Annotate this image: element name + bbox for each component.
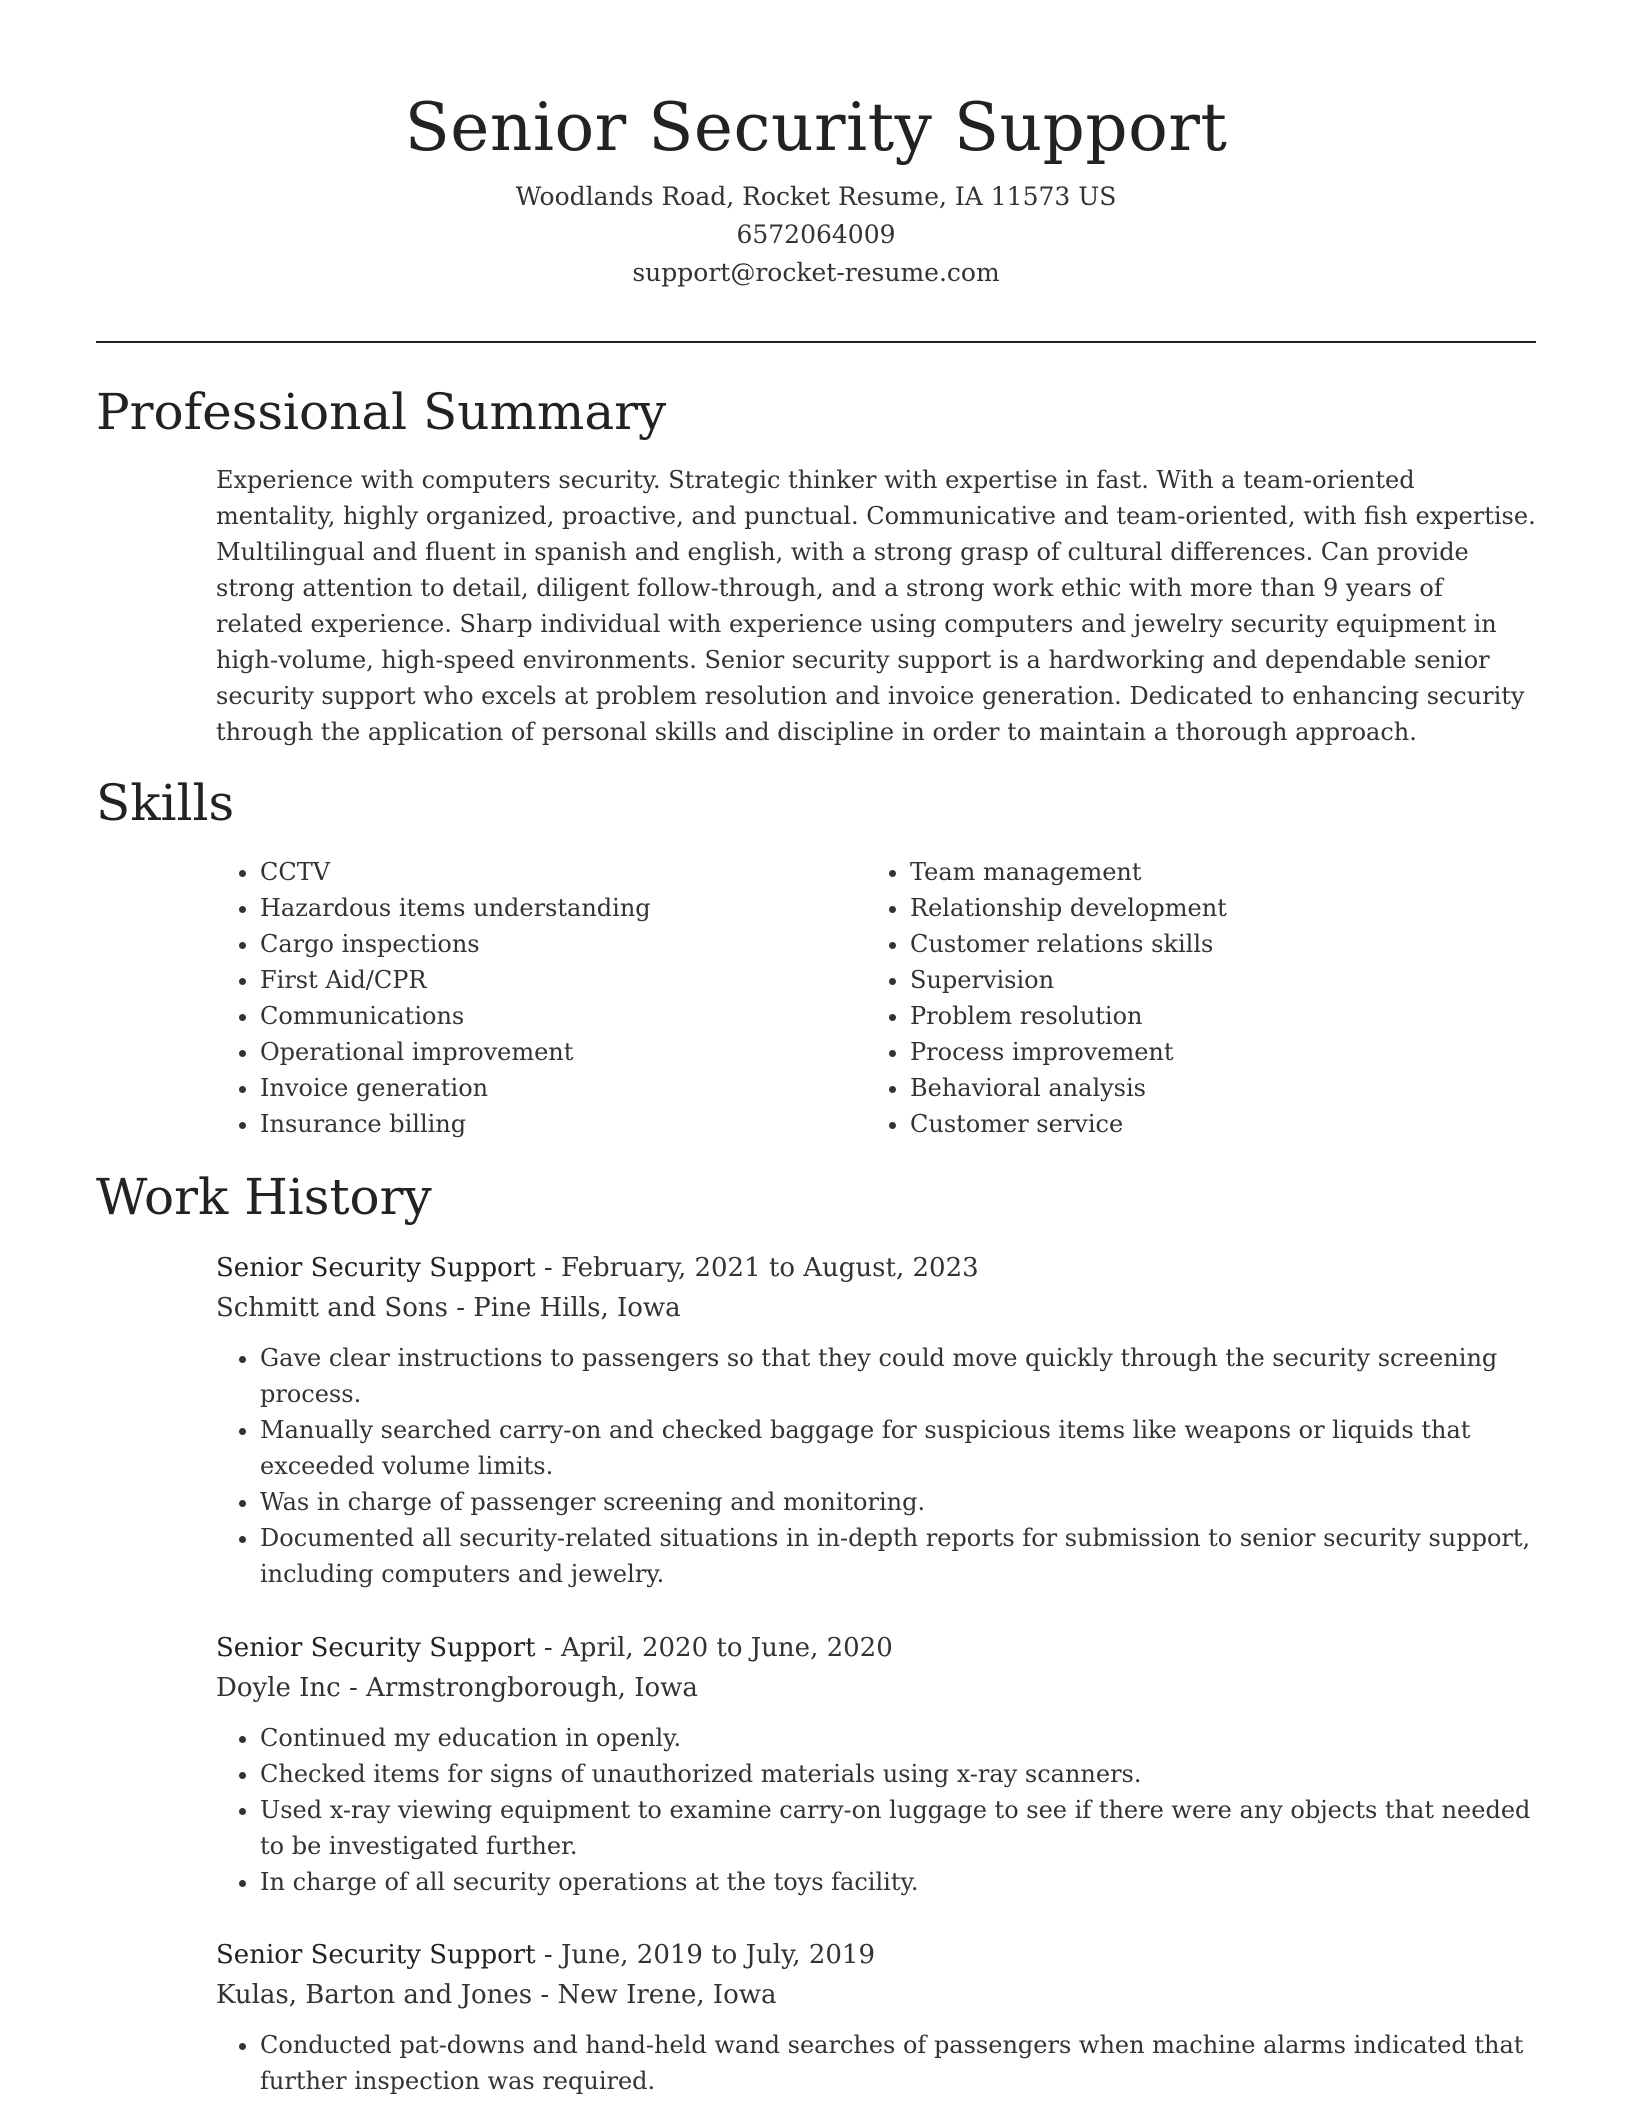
skill-item: • Team management bbox=[910, 854, 1516, 890]
skill-item: • Supervision bbox=[910, 962, 1516, 998]
skills-column-right bbox=[866, 854, 1516, 1142]
contact-email: support@rocket-resume.com bbox=[632, 258, 1000, 287]
job-bullets bbox=[216, 2027, 1536, 2099]
header-divider bbox=[96, 341, 1536, 343]
job-location: - New Irene, Iowa bbox=[532, 1980, 777, 2010]
summary-text: Experience with computers security. Strategic thinker with expertise in fast. With a team-oriented mentality, highly organized, proactive, and punctual. Communicative and team-oriented, with fish expertise. Multilingual and fluent in spanish and english, with a strong grasp of cultural differences. Can provide strong attention to detail, diligent follow-through, and a strong work ethic with more than 9 years of related experience. Sharp individual with experience using computers and jewelry security equipment in high-volume, high-speed environments. Senior security support is a hardworking and dependable senior security support who excels at problem resolution and invoice generation. Dedicated to enhancing security through the application of personal skills and discipline in order to maintain a thorough approach. bbox=[216, 466, 1536, 746]
job-company: Doyle Inc bbox=[216, 1673, 341, 1703]
job-title-line bbox=[216, 1935, 1536, 1975]
job-company-line bbox=[216, 1668, 1536, 1708]
skill-item: • Insurance billing bbox=[260, 1106, 866, 1142]
skill-item: • Operational improvement bbox=[260, 1034, 866, 1070]
summary-heading: Professional Summary bbox=[96, 383, 667, 441]
job-company-line bbox=[216, 1288, 1536, 1328]
skills-column-left bbox=[216, 854, 866, 1142]
skill-item: • Cargo inspections bbox=[260, 926, 866, 962]
skill-item: • Customer relations skills bbox=[910, 926, 1516, 962]
job-role: Senior Security Support bbox=[216, 1633, 536, 1663]
job-dates: - February, 2021 to August, 2023 bbox=[535, 1253, 979, 1283]
job-role: Senior Security Support bbox=[216, 1253, 536, 1283]
skills-heading: Skills bbox=[96, 774, 235, 832]
job-company: Schmitt and Sons bbox=[216, 1293, 448, 1323]
candidate-name: Senior Security Support bbox=[404, 89, 1228, 166]
job-bullet: • In charge of all security operations at the toys facility. bbox=[260, 1864, 1536, 1900]
skill-item: • Invoice generation bbox=[260, 1070, 866, 1106]
skill-item: • Behavioral analysis bbox=[910, 1070, 1516, 1106]
job-bullet: • Was in charge of passenger screening and monitoring. bbox=[260, 1484, 1536, 1520]
job-bullets bbox=[216, 1720, 1536, 1900]
skills-list bbox=[216, 854, 1536, 1142]
contact-address: Woodlands Road, Rocket Resume, IA 11573 US bbox=[515, 182, 1117, 211]
job-bullet: • Manually searched carry-on and checked baggage for suspicious items like weapons or liquids that exceeded volume limits. bbox=[260, 1412, 1536, 1484]
job-role: Senior Security Support bbox=[216, 1940, 536, 1970]
job-company-line bbox=[216, 1975, 1536, 2015]
job-dates: - April, 2020 to June, 2020 bbox=[535, 1633, 893, 1663]
job-location: - Armstrongborough, Iowa bbox=[340, 1673, 698, 1703]
contact-phone: 6572064009 bbox=[736, 220, 896, 249]
job-title-line bbox=[216, 1248, 1536, 1288]
job-bullet: • Checked items for signs of unauthorized materials using x-ray scanners. bbox=[260, 1756, 1536, 1792]
skill-item: • Customer service bbox=[910, 1106, 1516, 1142]
job-bullet: • Continued my education in openly. bbox=[260, 1720, 1536, 1756]
job-bullets bbox=[216, 1340, 1536, 1592]
skill-item: • Communications bbox=[260, 998, 866, 1034]
job-bullet: • Gave clear instructions to passengers so that they could move quickly through the security screening process. bbox=[260, 1340, 1536, 1412]
job-entry bbox=[216, 1935, 1536, 2099]
skill-item: • Problem resolution bbox=[910, 998, 1516, 1034]
job-title-line bbox=[216, 1628, 1536, 1668]
skill-item: • First Aid/CPR bbox=[260, 962, 866, 998]
skill-item: • Relationship development bbox=[910, 890, 1516, 926]
job-entry bbox=[216, 1248, 1536, 1592]
job-entry bbox=[216, 1628, 1536, 1900]
job-company: Kulas, Barton and Jones bbox=[216, 1980, 533, 2010]
job-bullet: • Documented all security-related situations in in-depth reports for submission to senior security support, including computers and jewelry. bbox=[260, 1520, 1536, 1592]
skill-item: • CCTV bbox=[260, 854, 866, 890]
job-dates: - June, 2019 to July, 2019 bbox=[535, 1940, 875, 1970]
work-history-heading: Work History bbox=[96, 1168, 432, 1226]
skill-item: • Hazardous items understanding bbox=[260, 890, 866, 926]
resume-header bbox=[0, 78, 1632, 292]
job-bullet: • Used x-ray viewing equipment to examine carry-on luggage to see if there were any objects that needed to be investigated further. bbox=[260, 1792, 1536, 1864]
job-bullet: • Conducted pat-downs and hand-held wand searches of passengers when machine alarms indicated that further inspection was required. bbox=[260, 2027, 1536, 2099]
job-location: - Pine Hills, Iowa bbox=[447, 1293, 681, 1323]
skill-item: • Process improvement bbox=[910, 1034, 1516, 1070]
